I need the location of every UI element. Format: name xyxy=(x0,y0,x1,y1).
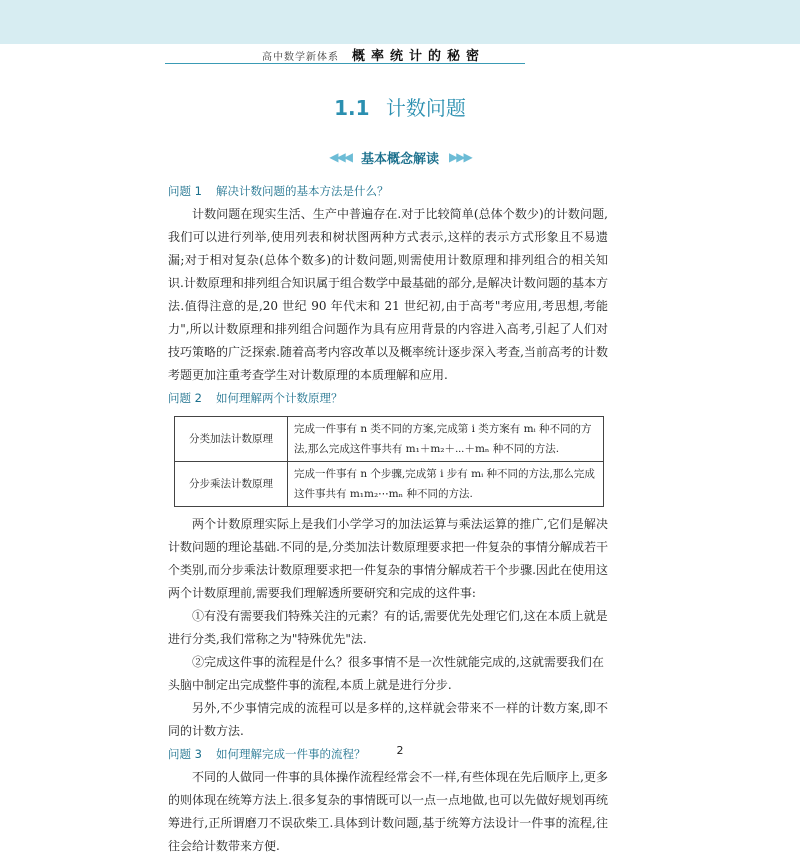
left-arrows-icon: ◀◀◀ xyxy=(329,150,351,164)
counting-principles-table xyxy=(174,416,604,507)
table-row xyxy=(175,417,604,462)
question-number: 问题 3 xyxy=(168,747,202,761)
section-heading xyxy=(0,92,800,121)
principle-name: 分类加法计数原理 xyxy=(175,417,288,462)
section-title: 计数问题 xyxy=(385,96,466,120)
question-text: 如何理解完成一件事的流程？ xyxy=(215,747,366,761)
question-text: 解决计数问题的基本方法是什么？ xyxy=(215,184,389,198)
principle-description: 完成一件事有 n 类不同的方案,完成第 i 类方案有 mᵢ 种不同的方法,那么完成这件事共有 m₁＋m₂＋⋯＋mₙ 种不同的方法. xyxy=(288,417,604,462)
question-2-answer-1: 两个计数原理实际上是我们小学学习的加法运算与乘法运算的推广,它们是解决计数问题的理论基础.不同的是,分类加法计数原理要求把一件复杂的事情分解成若干个类别,而分步乘法计数原理要求把一件复杂的事情分解成若干个步骤.因此在使用这两个计数原理前,需要我们理解透所要研究和完成的这件事: xyxy=(168,517,608,600)
running-header xyxy=(0,44,800,70)
concept-banner xyxy=(310,146,490,168)
top-color-band xyxy=(0,0,800,44)
table-row xyxy=(175,462,604,507)
list-item: ②完成这件事的流程是什么？很多事情不是一次性就能完成的,这就需要我们在头脑中制定出完成整件事的流程,本质上就是进行分步. xyxy=(168,655,604,692)
question-2-heading xyxy=(168,387,608,410)
section-number: 1.1 xyxy=(334,96,370,120)
question-3-answer: 不同的人做同一件事的具体操作流程经常会不一样,有些体现在先后顺序上,更多的则体现在统筹方法上.很多复杂的事情既可以一点一点地做,也可以先做好规划再统筹进行,正所谓磨刀不误砍柴工.具体到计数问题,基于统筹方法设计一件事的流程,往往会给计数带来方便. xyxy=(168,770,608,853)
header-series-name: 高中数学新体系 xyxy=(262,52,339,63)
principle-description: 完成一件事有 n 个步骤,完成第 i 步有 mᵢ 种不同的方法,那么完成这件事共有 m₁m₂⋯mₙ 种不同的方法. xyxy=(288,462,604,507)
question-number: 问题 2 xyxy=(168,391,202,405)
question-1-heading xyxy=(168,180,608,203)
question-text: 如何理解两个计数原理？ xyxy=(215,391,343,405)
list-item: ①有没有需要我们特殊关注的元素？有的话,需要优先处理它们,这在本质上就是进行分类,我们常称之为"特殊优先"法. xyxy=(168,609,608,646)
page-number: 2 xyxy=(396,744,404,757)
question-2-answer-2: 另外,不少事情完成的流程可以是多样的,这样就会带来不一样的计数方案,即不同的计数方法. xyxy=(168,701,608,738)
right-arrows-icon: ▶▶▶ xyxy=(449,150,471,164)
header-book-title: 概率统计的秘密 xyxy=(352,49,486,64)
question-1-answer: 计数问题在现实生活、生产中普遍存在.对于比较简单(总体个数少)的计数问题,我们可以进行列举,使用列表和树状图两种方式表示,这样的表示方式形象且不易遗漏;对于相对复杂(总体个数多)的计数问题,则需使用计数原理和排列组合的相关知识.计数原理和排列组合知识属于组合数学中最基础的部分,是解决计数问题的基本方法.值得注意的是,20 世纪 90 年代末和 21 世纪初,由于高考"考应用,考思想,考能力",所以计数原理和排列组合问题作为具有应用背景的内容进入高考,引起了人们对技巧策略的广泛探索.随着高考内容改革以及概率统计逐步深入考查,当前高考的计数考题更加注重考查学生对计数原理的本质理解和应用. xyxy=(168,207,608,382)
question-number: 问题 1 xyxy=(168,184,202,198)
banner-label: 基本概念解读 xyxy=(360,151,439,167)
principle-name: 分步乘法计数原理 xyxy=(175,462,288,507)
